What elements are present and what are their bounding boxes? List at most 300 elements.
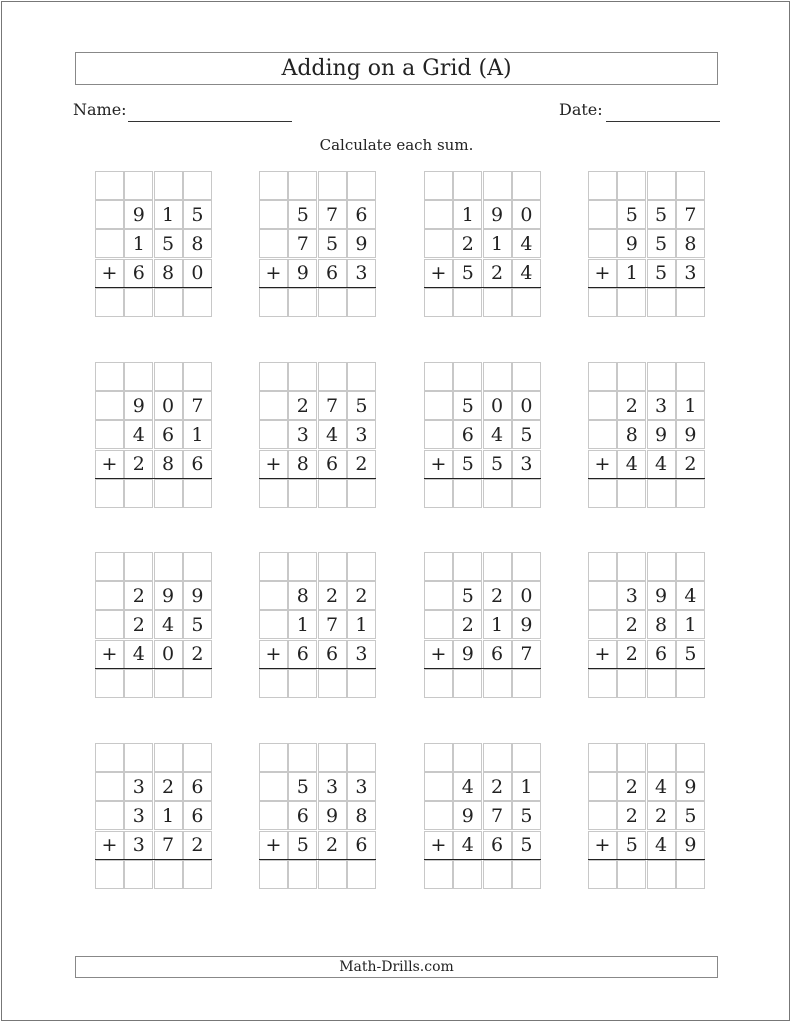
carry-cell[interactable]	[124, 743, 153, 772]
grid-cell	[95, 391, 124, 420]
answer-cell[interactable]	[483, 860, 512, 889]
grid-cell	[424, 420, 453, 449]
addend-digit: 9	[647, 581, 676, 610]
answer-cell[interactable]	[347, 479, 376, 508]
addend-digit: 3	[124, 772, 153, 801]
answer-cell[interactable]	[288, 479, 317, 508]
addend-digit: 9	[512, 610, 541, 639]
instructions: Calculate each sum.	[319, 136, 474, 154]
answer-cell[interactable]	[676, 479, 705, 508]
carry-cell[interactable]	[95, 171, 124, 200]
carry-cell[interactable]	[347, 552, 376, 581]
addend-digit: 1	[676, 391, 705, 420]
answer-cell[interactable]	[453, 479, 482, 508]
answer-cell[interactable]	[512, 288, 541, 317]
carry-cell[interactable]	[512, 362, 541, 391]
carry-cell[interactable]	[617, 743, 646, 772]
grid-cell	[259, 801, 288, 830]
problem-6	[259, 362, 376, 508]
addend-digit: 6	[288, 801, 317, 830]
carry-cell[interactable]	[318, 743, 347, 772]
answer-cell[interactable]	[453, 288, 482, 317]
grid-cell	[259, 610, 288, 639]
sum-line	[588, 478, 705, 479]
addend-digit: 5	[512, 831, 541, 860]
addend-digit: 1	[512, 772, 541, 801]
carry-cell[interactable]	[424, 362, 453, 391]
carry-cell[interactable]	[483, 552, 512, 581]
carry-cell[interactable]	[124, 552, 153, 581]
addend-digit: 1	[453, 200, 482, 229]
addend-digit: 8	[154, 450, 183, 479]
addend-digit: 7	[318, 200, 347, 229]
problem-8	[588, 362, 705, 508]
grid-cell	[95, 772, 124, 801]
answer-cell[interactable]	[183, 288, 212, 317]
grid-cell	[259, 420, 288, 449]
answer-cell[interactable]	[318, 479, 347, 508]
carry-cell[interactable]	[318, 552, 347, 581]
addend-digit: 5	[647, 229, 676, 258]
answer-cell[interactable]	[483, 479, 512, 508]
grid-cell	[95, 229, 124, 258]
answer-cell[interactable]	[512, 860, 541, 889]
answer-cell[interactable]	[124, 288, 153, 317]
answer-cell[interactable]	[647, 860, 676, 889]
grid-cell	[588, 420, 617, 449]
addend-digit: 5	[676, 801, 705, 830]
grid-cell	[588, 772, 617, 801]
problem-9	[95, 552, 212, 698]
addend-digit: 2	[617, 610, 646, 639]
carry-cell[interactable]	[647, 552, 676, 581]
addend-digit: 2	[483, 581, 512, 610]
grid-cell	[424, 200, 453, 229]
answer-cell[interactable]	[95, 479, 124, 508]
answer-cell[interactable]	[347, 288, 376, 317]
addend-digit: 1	[124, 229, 153, 258]
addend-digit: 4	[647, 450, 676, 479]
addend-digit: 8	[288, 450, 317, 479]
addend-digit: 6	[318, 259, 347, 288]
answer-cell[interactable]	[617, 479, 646, 508]
addend-digit: 7	[483, 801, 512, 830]
addend-digit: 5	[288, 772, 317, 801]
carry-cell[interactable]	[259, 362, 288, 391]
plus-sign: +	[259, 831, 288, 860]
answer-cell[interactable]	[154, 288, 183, 317]
addend-digit: 5	[453, 259, 482, 288]
addend-digit: 8	[154, 259, 183, 288]
addend-digit: 0	[154, 640, 183, 669]
addend-digit: 7	[154, 831, 183, 860]
sum-line	[424, 478, 541, 479]
answer-cell[interactable]	[512, 669, 541, 698]
carry-cell[interactable]	[95, 552, 124, 581]
carry-cell[interactable]	[95, 362, 124, 391]
carry-cell[interactable]	[483, 743, 512, 772]
carry-cell[interactable]	[453, 171, 482, 200]
answer-cell[interactable]	[259, 288, 288, 317]
carry-cell[interactable]	[318, 362, 347, 391]
carry-cell[interactable]	[512, 552, 541, 581]
carry-cell[interactable]	[95, 743, 124, 772]
date-field[interactable]	[606, 121, 720, 122]
carry-cell[interactable]	[647, 171, 676, 200]
addend-digit: 6	[288, 640, 317, 669]
addend-digit: 5	[347, 391, 376, 420]
addend-digit: 5	[617, 831, 646, 860]
carry-cell[interactable]	[617, 171, 646, 200]
addend-digit: 0	[483, 391, 512, 420]
addend-digit: 1	[483, 229, 512, 258]
addend-digit: 2	[124, 581, 153, 610]
addend-digit: 1	[676, 610, 705, 639]
grid-cell	[588, 200, 617, 229]
carry-cell[interactable]	[424, 171, 453, 200]
answer-cell[interactable]	[183, 669, 212, 698]
addend-digit: 5	[512, 801, 541, 830]
addend-digit: 7	[512, 640, 541, 669]
answer-cell[interactable]	[154, 860, 183, 889]
answer-cell[interactable]	[512, 479, 541, 508]
sum-line	[259, 668, 376, 669]
addend-digit: 9	[288, 259, 317, 288]
answer-cell[interactable]	[288, 288, 317, 317]
sum-line	[424, 859, 541, 860]
plus-sign: +	[588, 259, 617, 288]
answer-cell[interactable]	[183, 479, 212, 508]
answer-cell[interactable]	[617, 669, 646, 698]
carry-cell[interactable]	[483, 362, 512, 391]
addend-digit: 4	[154, 610, 183, 639]
answer-cell[interactable]	[588, 288, 617, 317]
addend-digit: 5	[288, 200, 317, 229]
addend-digit: 0	[183, 259, 212, 288]
addend-digit: 2	[453, 229, 482, 258]
answer-cell[interactable]	[647, 479, 676, 508]
answer-cell[interactable]	[647, 288, 676, 317]
answer-cell[interactable]	[318, 669, 347, 698]
grid-cell	[588, 391, 617, 420]
addend-digit: 4	[617, 450, 646, 479]
addend-digit: 4	[512, 259, 541, 288]
addend-digit: 9	[483, 200, 512, 229]
addend-digit: 9	[154, 581, 183, 610]
carry-cell[interactable]	[512, 743, 541, 772]
answer-cell[interactable]	[288, 669, 317, 698]
addend-digit: 1	[617, 259, 646, 288]
answer-cell[interactable]	[124, 479, 153, 508]
carry-cell[interactable]	[154, 362, 183, 391]
answer-cell[interactable]	[617, 860, 646, 889]
answer-cell[interactable]	[124, 669, 153, 698]
grid-cell	[259, 391, 288, 420]
addend-digit: 2	[318, 581, 347, 610]
addend-digit: 5	[183, 200, 212, 229]
grid-cell	[95, 420, 124, 449]
answer-cell[interactable]	[453, 669, 482, 698]
problem-14	[259, 743, 376, 889]
addend-digit: 2	[483, 772, 512, 801]
answer-cell[interactable]	[483, 288, 512, 317]
addend-digit: 3	[347, 420, 376, 449]
answer-cell[interactable]	[259, 860, 288, 889]
carry-cell[interactable]	[183, 362, 212, 391]
problem-5	[95, 362, 212, 508]
plus-sign: +	[259, 259, 288, 288]
addend-digit: 2	[617, 640, 646, 669]
grid-cell	[424, 801, 453, 830]
addend-digit: 5	[183, 610, 212, 639]
answer-cell[interactable]	[588, 669, 617, 698]
addend-digit: 6	[318, 450, 347, 479]
addend-digit: 6	[347, 831, 376, 860]
addend-digit: 4	[647, 772, 676, 801]
carry-cell[interactable]	[588, 171, 617, 200]
carry-cell[interactable]	[588, 552, 617, 581]
answer-cell[interactable]	[95, 288, 124, 317]
addend-digit: 9	[647, 420, 676, 449]
addend-digit: 6	[647, 640, 676, 669]
grid-cell	[588, 610, 617, 639]
carry-cell[interactable]	[676, 552, 705, 581]
answer-cell[interactable]	[347, 669, 376, 698]
carry-cell[interactable]	[676, 743, 705, 772]
addend-digit: 1	[347, 610, 376, 639]
addend-digit: 9	[453, 801, 482, 830]
plus-sign: +	[259, 640, 288, 669]
answer-cell[interactable]	[183, 860, 212, 889]
addend-digit: 9	[676, 772, 705, 801]
addend-digit: 8	[288, 581, 317, 610]
addend-digit: 2	[183, 831, 212, 860]
carry-cell[interactable]	[647, 743, 676, 772]
carry-cell[interactable]	[588, 362, 617, 391]
sum-line	[588, 859, 705, 860]
carry-cell[interactable]	[453, 362, 482, 391]
addend-digit: 4	[483, 420, 512, 449]
addend-digit: 8	[347, 801, 376, 830]
carry-cell[interactable]	[154, 171, 183, 200]
addend-digit: 9	[318, 801, 347, 830]
grid-cell	[259, 772, 288, 801]
carry-cell[interactable]	[124, 171, 153, 200]
carry-cell[interactable]	[288, 552, 317, 581]
answer-cell[interactable]	[647, 669, 676, 698]
addend-digit: 2	[676, 450, 705, 479]
addend-digit: 9	[617, 229, 646, 258]
plus-sign: +	[259, 450, 288, 479]
addend-digit: 4	[512, 229, 541, 258]
addend-digit: 6	[183, 772, 212, 801]
addend-digit: 2	[617, 772, 646, 801]
addend-digit: 5	[512, 420, 541, 449]
carry-cell[interactable]	[588, 743, 617, 772]
grid-cell	[259, 200, 288, 229]
answer-cell[interactable]	[588, 860, 617, 889]
answer-cell[interactable]	[617, 288, 646, 317]
addend-digit: 2	[183, 640, 212, 669]
addend-digit: 7	[318, 391, 347, 420]
grid-cell	[424, 391, 453, 420]
addend-digit: 2	[483, 259, 512, 288]
carry-cell[interactable]	[453, 743, 482, 772]
addend-digit: 8	[676, 229, 705, 258]
carry-cell[interactable]	[647, 362, 676, 391]
date-label: Date:	[559, 100, 603, 119]
addend-digit: 5	[288, 831, 317, 860]
addend-digit: 1	[154, 200, 183, 229]
answer-cell[interactable]	[288, 860, 317, 889]
grid-cell	[259, 229, 288, 258]
carry-cell[interactable]	[183, 743, 212, 772]
addend-digit: 0	[512, 200, 541, 229]
carry-cell[interactable]	[512, 171, 541, 200]
problem-15	[424, 743, 541, 889]
plus-sign: +	[95, 450, 124, 479]
addend-digit: 5	[647, 259, 676, 288]
addend-digit: 5	[453, 450, 482, 479]
answer-cell[interactable]	[676, 669, 705, 698]
answer-cell[interactable]	[95, 669, 124, 698]
sum-line	[95, 859, 212, 860]
addend-digit: 5	[617, 200, 646, 229]
carry-cell[interactable]	[453, 552, 482, 581]
answer-cell[interactable]	[676, 860, 705, 889]
addend-digit: 5	[647, 200, 676, 229]
addend-digit: 6	[483, 831, 512, 860]
addend-digit: 3	[347, 259, 376, 288]
carry-cell[interactable]	[347, 171, 376, 200]
answer-cell[interactable]	[347, 860, 376, 889]
addend-digit: 9	[183, 581, 212, 610]
carry-cell[interactable]	[483, 171, 512, 200]
addend-digit: 0	[154, 391, 183, 420]
addend-digit: 1	[483, 610, 512, 639]
sum-line	[259, 287, 376, 288]
worksheet-title: Adding on a Grid (A)	[75, 52, 718, 85]
addend-digit: 7	[318, 610, 347, 639]
answer-cell[interactable]	[424, 288, 453, 317]
problem-7	[424, 362, 541, 508]
carry-cell[interactable]	[424, 743, 453, 772]
carry-cell[interactable]	[259, 552, 288, 581]
carry-cell[interactable]	[347, 743, 376, 772]
addend-digit: 2	[617, 801, 646, 830]
answer-cell[interactable]	[676, 288, 705, 317]
addend-digit: 4	[453, 772, 482, 801]
addend-digit: 8	[617, 420, 646, 449]
footer: Math-Drills.com	[75, 956, 718, 978]
addend-digit: 9	[676, 831, 705, 860]
addend-digit: 6	[183, 450, 212, 479]
carry-cell[interactable]	[318, 171, 347, 200]
answer-cell[interactable]	[424, 669, 453, 698]
sum-line	[95, 668, 212, 669]
answer-cell[interactable]	[483, 669, 512, 698]
answer-cell[interactable]	[154, 669, 183, 698]
sum-line	[588, 287, 705, 288]
answer-cell[interactable]	[259, 669, 288, 698]
carry-cell[interactable]	[288, 171, 317, 200]
sum-line	[588, 668, 705, 669]
plus-sign: +	[424, 831, 453, 860]
plus-sign: +	[424, 640, 453, 669]
addend-digit: 6	[154, 420, 183, 449]
grid-cell	[424, 581, 453, 610]
carry-cell[interactable]	[288, 362, 317, 391]
answer-cell[interactable]	[424, 860, 453, 889]
grid-cell	[95, 610, 124, 639]
carry-cell[interactable]	[424, 552, 453, 581]
carry-cell[interactable]	[183, 171, 212, 200]
answer-cell[interactable]	[588, 479, 617, 508]
addend-digit: 7	[183, 391, 212, 420]
addend-digit: 3	[512, 450, 541, 479]
addend-digit: 6	[183, 801, 212, 830]
grid-cell	[95, 581, 124, 610]
sum-line	[95, 478, 212, 479]
carry-cell[interactable]	[154, 743, 183, 772]
carry-cell[interactable]	[154, 552, 183, 581]
addend-digit: 2	[124, 450, 153, 479]
grid-cell	[588, 581, 617, 610]
grid-cell	[588, 801, 617, 830]
addend-digit: 2	[347, 450, 376, 479]
carry-cell[interactable]	[347, 362, 376, 391]
answer-cell[interactable]	[154, 479, 183, 508]
carry-cell[interactable]	[259, 171, 288, 200]
carry-cell[interactable]	[124, 362, 153, 391]
problem-3	[424, 171, 541, 317]
carry-cell[interactable]	[259, 743, 288, 772]
addend-digit: 2	[453, 610, 482, 639]
addend-digit: 3	[676, 259, 705, 288]
problem-11	[424, 552, 541, 698]
addend-digit: 3	[647, 391, 676, 420]
addend-digit: 9	[676, 420, 705, 449]
addend-digit: 1	[288, 610, 317, 639]
carry-cell[interactable]	[676, 171, 705, 200]
addend-digit: 7	[288, 229, 317, 258]
name-label: Name:	[73, 100, 127, 119]
problem-16	[588, 743, 705, 889]
plus-sign: +	[424, 450, 453, 479]
addend-digit: 2	[347, 581, 376, 610]
carry-cell[interactable]	[676, 362, 705, 391]
answer-cell[interactable]	[124, 860, 153, 889]
plus-sign: +	[95, 831, 124, 860]
name-field[interactable]	[128, 121, 292, 122]
answer-cell[interactable]	[424, 479, 453, 508]
answer-cell[interactable]	[453, 860, 482, 889]
addend-digit: 9	[347, 229, 376, 258]
carry-cell[interactable]	[617, 552, 646, 581]
answer-cell[interactable]	[318, 288, 347, 317]
carry-cell[interactable]	[288, 743, 317, 772]
addend-digit: 0	[512, 391, 541, 420]
addend-digit: 2	[318, 831, 347, 860]
answer-cell[interactable]	[318, 860, 347, 889]
addend-digit: 3	[347, 772, 376, 801]
addend-digit: 5	[318, 229, 347, 258]
carry-cell[interactable]	[617, 362, 646, 391]
answer-cell[interactable]	[259, 479, 288, 508]
answer-cell[interactable]	[95, 860, 124, 889]
carry-cell[interactable]	[183, 552, 212, 581]
plus-sign: +	[95, 259, 124, 288]
